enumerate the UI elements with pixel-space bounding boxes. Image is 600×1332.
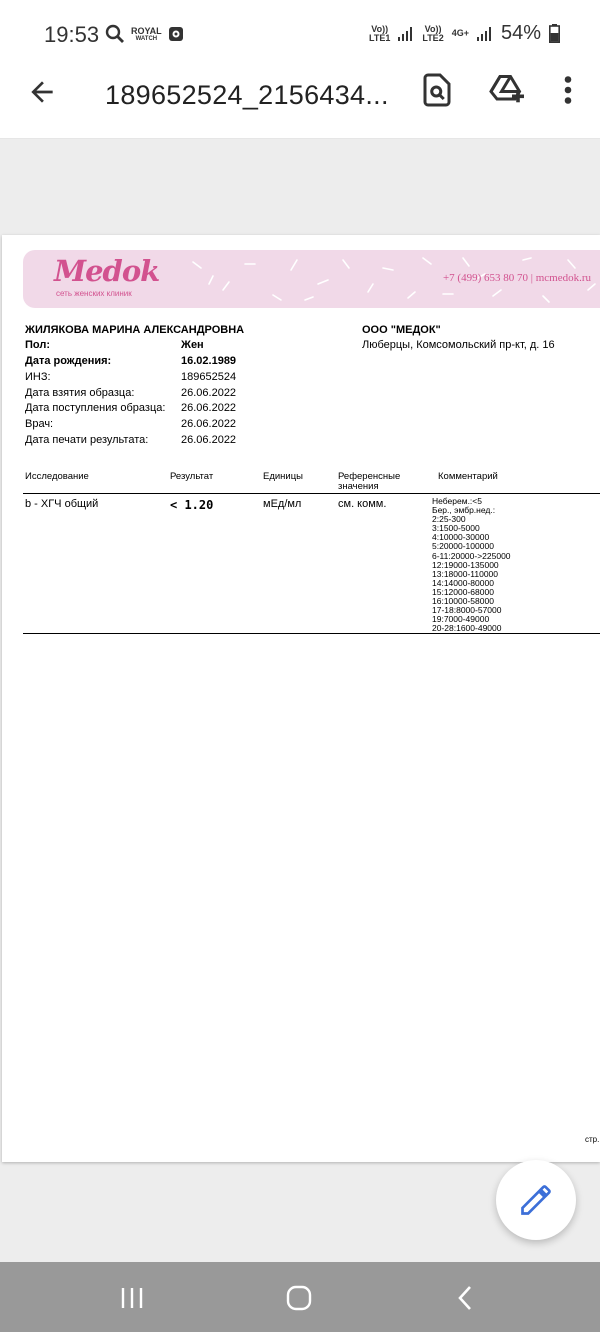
document-title: 189652524_2156434... [105, 80, 389, 110]
back-arrow-icon[interactable] [26, 76, 58, 108]
home-icon[interactable] [285, 1284, 313, 1312]
header-units: Единицы [263, 471, 304, 482]
watch-icon [168, 26, 184, 42]
row-test: b - ХГЧ общий [25, 498, 99, 510]
network-type: 4G+ [451, 28, 469, 38]
status-icons-right [369, 22, 560, 45]
status-time: 19:53 [44, 22, 100, 47]
signal-icon [477, 27, 493, 41]
header-result: Результат [170, 471, 214, 482]
header-comment: Комментарий [438, 471, 498, 482]
sim1-indicator: Vo)) LTE1 [369, 23, 391, 43]
recents-icon[interactable] [118, 1284, 146, 1312]
medok-logo: Medok [54, 254, 160, 288]
header-ref-1: Референсные [338, 471, 401, 482]
org-name: ООО "МЕДОК" [362, 324, 441, 336]
find-in-file-icon[interactable] [419, 72, 455, 108]
dob-value: 16.02.1989 [181, 355, 237, 367]
org-address: Люберцы, Комсомольский пр-кт, д. 16 [362, 339, 555, 351]
sex-label: Пол: [25, 339, 51, 351]
clinic-contact: +7 (499) 653 80 70 | mcmedok.ru [442, 272, 591, 284]
edit-button[interactable] [496, 1160, 576, 1240]
received-label: Дата поступления образца: [25, 402, 166, 414]
header-ref-2: значения [338, 481, 379, 492]
drive-add-icon[interactable] [488, 72, 524, 108]
table-header-rule [23, 493, 600, 494]
battery-icon [549, 24, 560, 43]
more-vert-icon[interactable] [550, 72, 586, 108]
pdf-page[interactable] [2, 235, 600, 1162]
royal-watch-icon: ROYAL WATCH [131, 25, 162, 42]
taken-label: Дата взятия образца: [25, 387, 135, 399]
printed-value: 26.06.2022 [181, 434, 237, 446]
nav-back-icon[interactable] [452, 1284, 480, 1312]
taken-value: 26.06.2022 [181, 387, 237, 399]
sex-value: Жен [181, 339, 204, 351]
battery-percent: 54% [500, 22, 541, 44]
logo-subtitle: сеть женских клиник [56, 289, 132, 298]
app-bar [0, 66, 600, 139]
system-nav-bar [0, 1262, 600, 1332]
doctor-label: Врач: [25, 418, 54, 430]
sim2-indicator: Vo)) LTE2 [422, 23, 444, 43]
printed-label: Дата печати результата: [25, 434, 149, 446]
doctor-value: 26.06.2022 [181, 418, 237, 430]
table-bottom-rule [23, 633, 600, 634]
inz-label: ИНЗ: [25, 371, 51, 383]
patient-name: ЖИЛЯКОВА МАРИНА АЛЕКСАНДРОВНА [25, 324, 245, 336]
page-number-label: стр. [585, 1135, 600, 1144]
inz-value: 189652524 [181, 371, 237, 383]
dob-label: Дата рождения: [25, 355, 112, 367]
row-result: < 1.20 [170, 498, 214, 512]
edit-pencil-icon [518, 1182, 554, 1218]
signal-icon [398, 27, 414, 41]
header-test: Исследование [25, 471, 89, 482]
search-icon [105, 24, 125, 44]
status-bar [0, 0, 600, 66]
status-icons-left [105, 24, 184, 44]
received-value: 26.06.2022 [181, 402, 237, 414]
row-comment: Неберем.:<5 Бер., эмбр.нед.: 2:25-300 3:1500-5000 4:10000-30000 5:20000-100000 6-11:20000->225000 12:19000-135000 13:18000-110000 14:14000-80000 15:12000-68000 16:10000-58000 17-18:8000-57000 19:7000-49000 20-28:1600-49000 [432, 496, 511, 634]
row-units: мЕд/мл [263, 498, 302, 510]
clinic-banner [23, 250, 600, 308]
row-ref: см. комм. [338, 498, 387, 510]
